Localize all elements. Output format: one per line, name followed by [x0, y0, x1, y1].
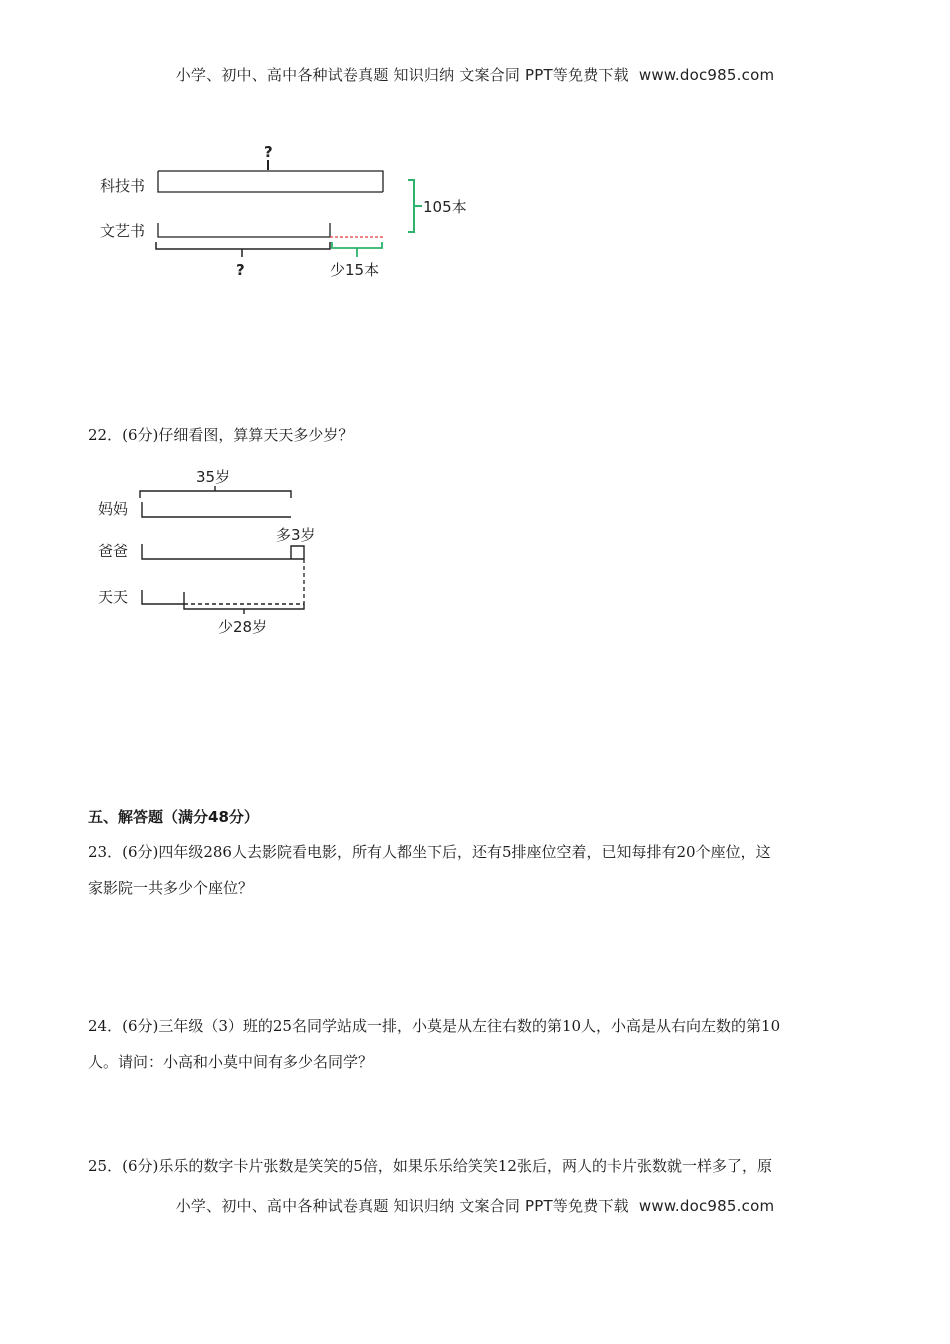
question-22-title: 22．(6分)仔细看图，算算天天多少岁？ [88, 426, 354, 444]
question-24-line2: 人。请问：小高和小莫中间有多少名同学？ [88, 1053, 374, 1071]
mom-age-brace [140, 491, 291, 498]
literature-books-bar [158, 223, 330, 237]
question-23-line2: 家影院一共多少个座位？ [88, 879, 254, 897]
footer-site[interactable]: www.doc985.com [638, 1197, 775, 1215]
row-label-tiantian: 天天 [98, 588, 129, 606]
tiantian-bar [142, 590, 184, 604]
dad-bar [142, 544, 304, 559]
page-footer [0, 1195, 950, 1216]
difference-label: 少15本 [330, 261, 380, 279]
total-label: 105本 [423, 198, 467, 216]
question-23 [88, 834, 868, 906]
literature-brace [156, 242, 330, 257]
question-25 [88, 1148, 868, 1184]
question-25-line1: 25．(6分)乐乐的数字卡片张数是笑笑的5倍，如果乐乐给笑笑12张后，两人的卡片张数就一样多了，原 [88, 1157, 772, 1175]
top-question-mark: ? [264, 143, 273, 161]
row-label-mom: 妈妈 [98, 500, 129, 518]
question-24-line1: 24．(6分)三年级（3）班的25名同学站成一排，小莫是从左往右数的第10人，小高是从右向左数的第10 [88, 1017, 781, 1035]
mom-bar [142, 502, 291, 517]
age-diagram [90, 462, 350, 642]
total-bracket [408, 180, 422, 232]
question-23-line1: 23．(6分)四年级286人去影院看电影，所有人都坐下后，还有5排座位空着，已知每排有20个座位，这 [88, 843, 771, 861]
less-label: 少28岁 [218, 618, 268, 636]
mom-age-label: 35岁 [196, 468, 231, 486]
book-comparison-diagram [90, 135, 490, 285]
row-label-science-books: 科技书 [100, 177, 146, 195]
header-text: 小学、初中、高中各种试卷真题 知识归纳 文案合同 PPT等免费下载 [175, 66, 629, 84]
science-books-bar [158, 171, 383, 192]
bottom-question-mark: ? [236, 261, 245, 279]
section-5-title: 五、解答题（满分48分） [88, 808, 259, 826]
more-label: 多3岁 [276, 526, 316, 544]
dad-extra-box [291, 546, 304, 559]
difference-brace [332, 242, 382, 257]
question-24 [88, 1008, 868, 1080]
page-header [0, 64, 950, 85]
less-brace [184, 592, 304, 609]
header-site[interactable]: www.doc985.com [638, 66, 775, 84]
row-label-dad: 爸爸 [98, 542, 129, 560]
footer-text: 小学、初中、高中各种试卷真题 知识归纳 文案合同 PPT等免费下载 [175, 1197, 629, 1215]
row-label-literature-books: 文艺书 [100, 222, 146, 240]
